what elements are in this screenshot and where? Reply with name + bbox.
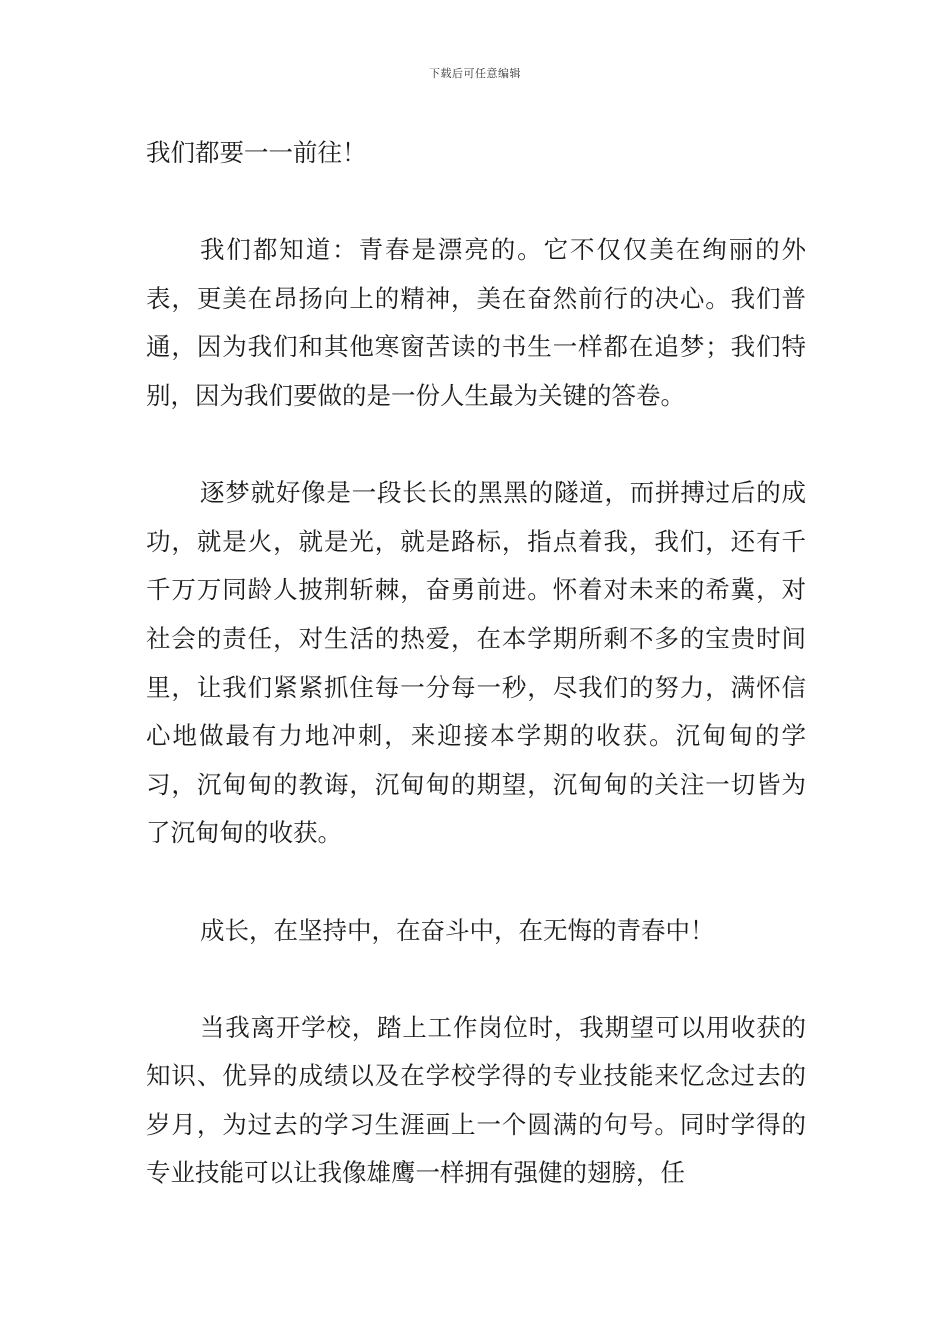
document-body (146, 129, 806, 1198)
paragraph-gap (146, 178, 806, 227)
paragraph-2: 我们都知道：青春是漂亮的。它不仅仅美在绚丽的外表，更美在昂扬向上的精神，美在奋然前行的决心。我们普通，因为我们和其他寒窗苦读的书生一样都在追梦；我们特别，因为我们要做的是一份人生最为关键的答卷。 (146, 235, 806, 410)
page-header: 下载后可任意编辑 (429, 67, 521, 80)
paragraph-1: 我们都要一一前往！ (146, 138, 367, 167)
paragraph-gap (146, 858, 806, 907)
paragraph-gap (146, 421, 806, 470)
paragraph-3: 逐梦就好像是一段长长的黑黑的隧道，而拼搏过后的成功，就是火，就是光，就是路标，指点着我，我们，还有千千万万同龄人披荆斩棘，奋勇前进。怀着对未来的希冀，对社会的责任，对生活的热爱，在本学期所剩不多的宝贵时间里，让我们紧紧抓住每一分每一秒，尽我们的努力，满怀信心地做最有力地冲刺，来迎接本学期的收获。沉甸甸的学习，沉甸甸的教诲，沉甸甸的期望，沉甸甸的关注一切皆为了沉甸甸的收获。 (146, 478, 806, 848)
paragraph-5: 当我离开学校，踏上工作岗位时，我期望可以用收获的知识、优异的成绩以及在学校学得的专业技能来忆念过去的岁月，为过去的学习生涯画上一个圆满的句号。同时学得的专业技能可以让我像雄鹰一样拥有强健的翅膀，任 (146, 1012, 806, 1188)
paragraph-4: 成长，在坚持中，在奋斗中，在无悔的青春中！ (200, 915, 715, 945)
paragraph-gap (146, 955, 806, 1004)
